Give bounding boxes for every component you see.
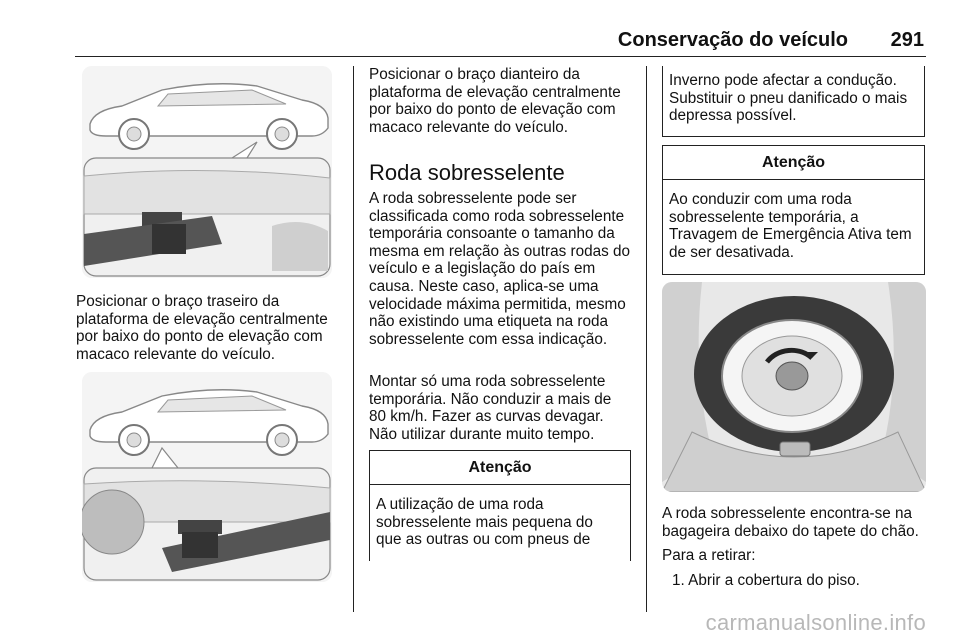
temporary-spare-paragraph: Montar só uma roda sobresselente temporária. Não conduzir a mais de 80 km/h. Fazer as curvas devagar. Não utilizar durante muito tempo. xyxy=(369,373,612,443)
warning-notice-aeb-body: Ao conduzir com uma roda sobresselente temporária, a Travagem de Emergência Ativa tem de ser desativada. xyxy=(669,191,912,261)
column-divider xyxy=(353,66,354,612)
column-3-lower xyxy=(662,505,926,589)
warning-notice xyxy=(369,450,631,561)
warning-notice-continued xyxy=(662,66,925,137)
list-item xyxy=(662,572,926,590)
spare-wheel-location-caption: A roda sobresselente encontra-se na bagageira debaixo do tapete do chão. xyxy=(662,505,919,540)
step-text: Abrir a cobertura do piso. xyxy=(688,571,860,589)
front-lift-text: Posicionar o braço dianteiro da plataforma de elevação centralmente por baixo do ponto de elevação com macaco relevante do veículo. xyxy=(369,66,621,136)
section-heading-spare-wheel: Roda sobresselente xyxy=(369,160,565,185)
removal-intro: Para a retirar: xyxy=(662,547,756,565)
column-divider xyxy=(646,66,647,612)
page-header xyxy=(75,26,926,57)
column-1-caption xyxy=(76,293,338,363)
illustration-front-lift-point xyxy=(82,372,332,582)
rear-lift-caption: Posicionar o braço traseiro da plataforma de elevação centralmente por baixo do ponto de elevação com macaco relevante do veículo. xyxy=(76,293,328,363)
warning-notice-continued-text: Inverno pode afectar a condução. Substituir o pneu danificado o mais depressa possível. xyxy=(669,72,908,125)
warning-notice-body: A utilização de uma roda sobresselente mais pequena do que as outras ou com pneus de xyxy=(376,496,593,549)
warning-notice-aeb-title: Atenção xyxy=(663,146,924,180)
spare-wheel-paragraph: A roda sobresselente pode ser classificada como roda sobresselente temporária consoante o tamanho da mesma em relação às outras rodas do veículo e a legislação do país em causa. Neste caso, aplica-se uma velocidade máxima permitida, mesmo não existindo uma etiqueta na roda sobresselente com essa indicação. xyxy=(369,190,631,348)
illustration-rear-lift-point xyxy=(82,66,332,278)
page-number: 291 xyxy=(890,29,924,51)
removal-steps xyxy=(662,572,926,590)
warning-notice-aeb xyxy=(662,145,925,275)
warning-notice-title: Atenção xyxy=(370,451,630,485)
step-number: 1. xyxy=(672,571,685,589)
watermark: carmanualsonline.info xyxy=(705,610,926,635)
page-title: Conservação do veículo xyxy=(617,29,848,51)
illustration-spare-wheel-well xyxy=(662,282,926,492)
